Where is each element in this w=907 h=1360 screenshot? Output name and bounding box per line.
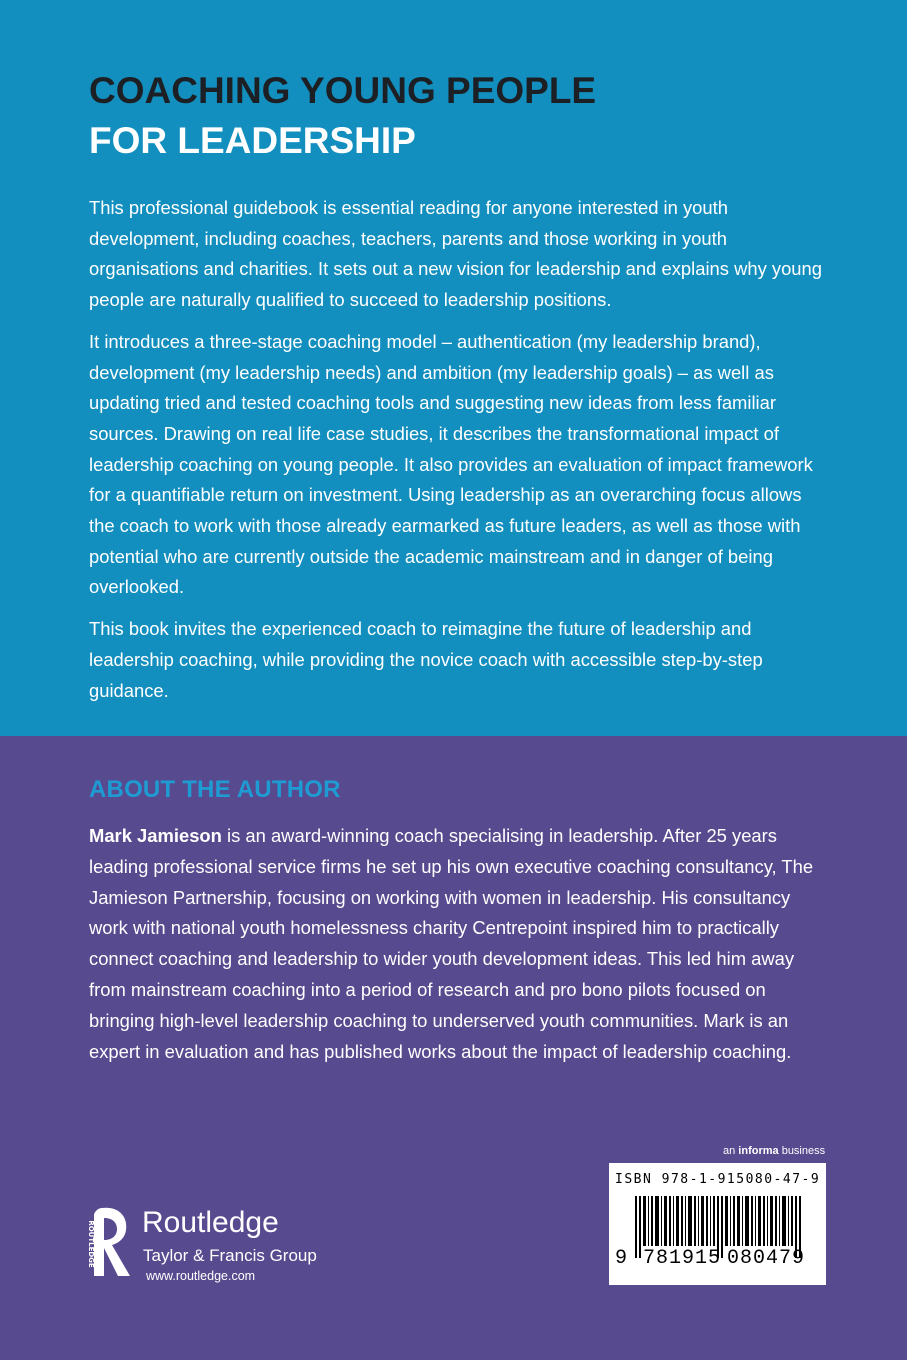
ean-first-digit: 9 <box>615 1247 628 1270</box>
isbn-barcode <box>609 1163 826 1285</box>
blurb-paragraph-3: This book invites the experienced coach to reimagine the future of leadership and leadership coaching, while providing the novice coach with accessible step-by-step guidance. <box>89 618 763 701</box>
about-author-heading: ABOUT THE AUTHOR <box>89 776 341 803</box>
informa-suffix: business <box>778 1145 826 1157</box>
blurb-paragraph-1: This professional guidebook is essential reading for anyone interested in youth development, including coaches, teachers, parents and those working in youth organisations and charities. It sets out a new vision for leadership and explains why young people are naturally qualified to succeed to leadership positions. <box>89 197 822 311</box>
author-bio-text: is an award-winning coach specialising in leadership. After 25 years leading professional service firms he set up his own executive coaching consultancy, The Jamieson Partnership, focusing on working with women in leadership. His consultancy work with national youth homelessness charity Centrepoint inspired him to practically connect coaching and leadership to wider youth development ideas. This led him away from mainstream coaching into a period of research and pro bono pilots focused on bringing high-level leadership coaching to underserved youth communities. Mark is an expert in evaluation and has published works about the impact of leadership coaching. <box>89 825 814 1062</box>
ean-group-2: 080479 <box>727 1247 806 1270</box>
routledge-logo-icon <box>82 1204 134 1280</box>
informa-business-tag <box>723 1145 825 1157</box>
author-name: Mark Jamieson <box>89 825 222 846</box>
isbn-label: ISBN 978-1-915080-47-9 <box>615 1172 821 1187</box>
book-title-line-1: COACHING YOUNG PEOPLE <box>89 70 597 111</box>
blurb-paragraph-2: It introduces a three-stage coaching model – authentication (my leadership brand), development (my leadership needs) and ambition (my leadership goals) – as well as updating tried and tested coaching tools and suggesting new ideas from less familiar sources. Drawing on real life case studies, it describes the transformational impact of leadership coaching on young people. It also provides an evaluation of impact framework for a quantifiable return on investment. Using leadership as an overarching focus allows the coach to work with those already earmarked as future leaders, as well as those with potential who are currently outside the academic mainstream and in danger of being overlooked. <box>89 330 813 598</box>
publisher-block <box>82 1200 342 1290</box>
informa-prefix: an <box>723 1145 739 1157</box>
informa-brand: informa <box>738 1145 779 1157</box>
blurb-text <box>89 193 829 717</box>
ean-group-1: 781915 <box>643 1247 722 1270</box>
author-bio <box>89 821 834 1067</box>
publisher-group: Taylor & Francis Group <box>143 1246 317 1265</box>
publisher-url: www.routledge.com <box>146 1269 256 1283</box>
publisher-name: Routledge <box>142 1206 279 1239</box>
book-title-line-2: FOR LEADERSHIP <box>89 120 416 161</box>
routledge-logo-text: ROUTLEDGE <box>87 1220 95 1268</box>
